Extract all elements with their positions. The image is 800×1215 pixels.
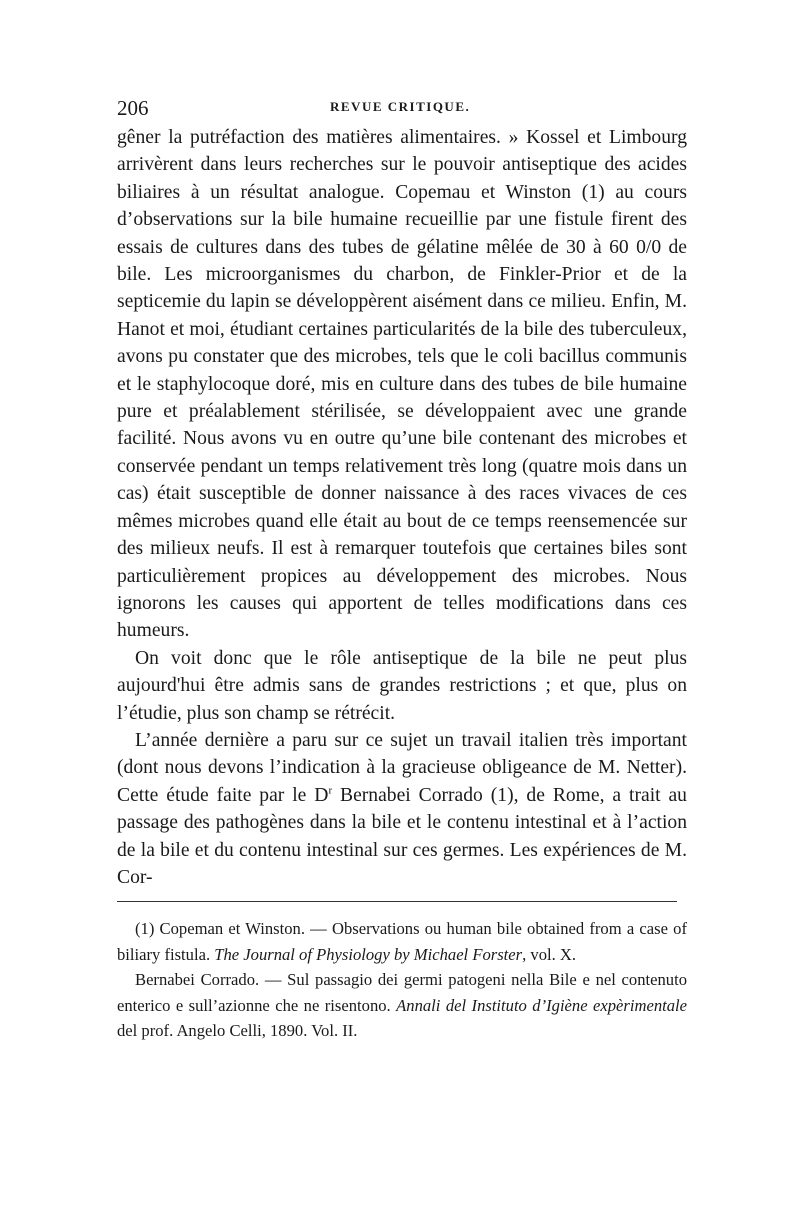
paragraph-3-start: L’année dernière a paru sur ce sujet un travail italien très important (dont nous devons l’indication à la gracieuse obligeance de M. Netter). Cette étude faite par le D — [117, 729, 687, 806]
running-title: REVUE CRITIQUE. — [330, 99, 471, 114]
footnote-1 — [117, 916, 687, 967]
page-number: 206 — [117, 96, 149, 120]
footnote-1-text: (1) Copeman et Winston. — Observations ou human bile obtained from a case of biliary fistula. — [117, 919, 687, 964]
paragraph-1: gêner la putréfaction des matières alimentaires. » Kossel et Limbourg arrivèrent dans leurs recherches sur le pouvoir antiseptique des acides biliaires à un résultat analogue. Copemau et Winston (1) au cours d’observations sur la bile humaine recueillie par une fistule firent des essais de cultures dans des tubes de gélatine mêlée de 30 à 60 0/0 de bile. Les microorganismes du charbon, de Finkler-Prior et de la septicemie du lapin se développèrent aisément dans ce milieu. Enfin, M. Hanot et moi, étudiant certaines particularités de la bile des tuberculeux, avons pu constater que des microbes, tels que le coli bacillus communis et le staphylocoque doré, mis en culture dans des tubes de bile humaine pure et préalablement stérilisée, se développaient avec une grande facilité. Nous avons vu en outre qu’une bile contenant des microbes et conservée pendant un temps relativement très long (quatre mois dans un cas) était susceptible de donner naissance à des races vivaces de ces mêmes microbes quand elle était au bout de ce temps reensemencée sur des milieux neufs. Il est à remarquer toutefois que certaines biles sont particulièrement propices au développement des microbes. Nous ignorons les causes qui apportent de telles modifications dans ces humeurs. — [117, 127, 687, 642]
paragraph-3 — [117, 727, 687, 891]
paragraph-3-end: Bernabei Corrado (1), de Rome, a trait au passage des pathogènes dans la bile et le contenu intestinal et à l’action de la bile et du contenu intestinal sur ces germes. Les expériences de M. Cor- — [117, 784, 687, 888]
footnote-2-text: Bernabei Corrado. — Sul passagio dei germi patogeni nella Bile e nel contenuto enterico e sull’azionne che ne risentono. — [117, 970, 687, 1015]
footnote-1-journal: The Journal of Physiology by Michael Forster — [214, 944, 523, 964]
footnote-2-volume: del prof. Angelo Celli, 1890. Vol. II. — [117, 1021, 358, 1041]
doctor-superscript: r — [328, 784, 333, 797]
page — [117, 96, 687, 1044]
footnotes — [117, 916, 687, 1044]
main-text — [117, 124, 687, 891]
footnote-2 — [117, 967, 687, 1044]
footnote-rule — [117, 901, 677, 902]
paragraph-2: On voit donc que le rôle antiseptique de la bile ne peut plus aujourd'hui être admis sans de grandes restrictions ; et que, plus on l’étudie, plus son champ se rétrécit. — [117, 647, 687, 724]
footnote-1-volume: , vol. X. — [522, 944, 577, 964]
running-head — [117, 96, 687, 124]
footnote-2-journal: Annali del Instituto d’Igiène expèrimentale — [396, 995, 688, 1015]
